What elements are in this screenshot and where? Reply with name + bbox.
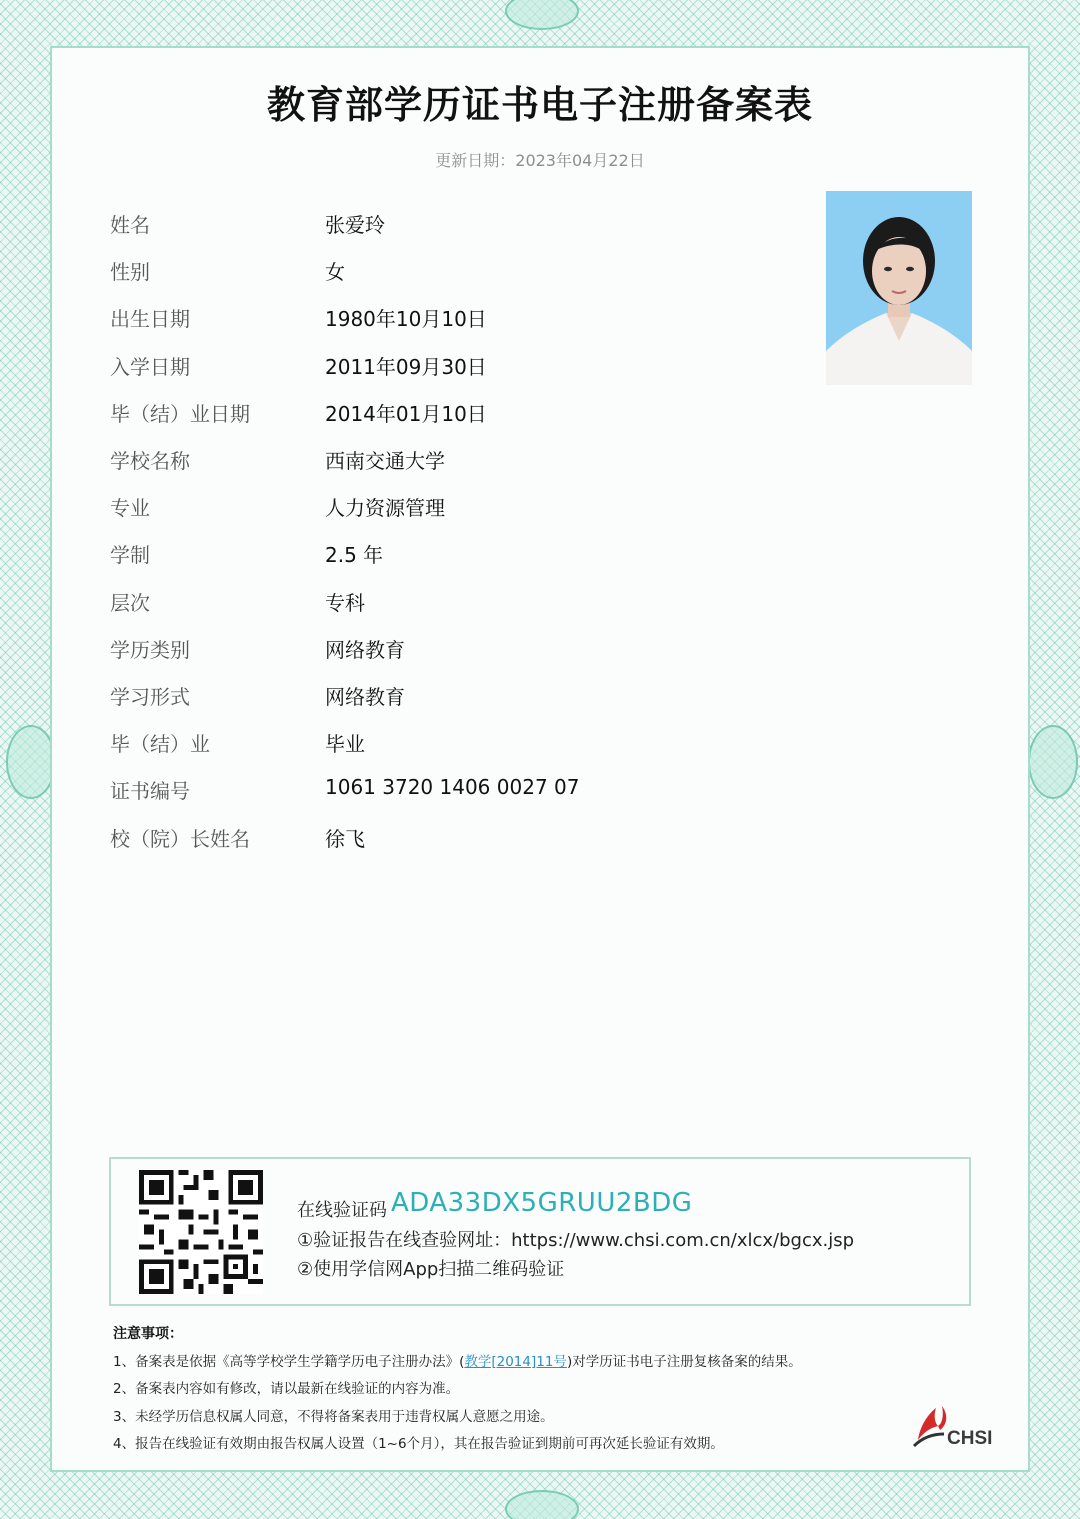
field-value-study-mode: 网络教育 (325, 685, 405, 709)
field-label-birth-date: 出生日期 (110, 307, 190, 331)
document-title: 教育部学历证书电子注册备案表 (266, 83, 813, 127)
field-label-level: 层次 (110, 591, 150, 615)
field-value-duration: 2.5 年 (325, 543, 384, 567)
field-label-president: 校（院）长姓名 (110, 827, 250, 851)
field-value-major: 人力资源管理 (325, 496, 445, 520)
field-label-completion: 毕（结）业 (110, 732, 210, 756)
verification-code: ADA33DX5GRUU2BDG (391, 1188, 693, 1218)
field-label-certificate-no: 证书编号 (110, 779, 190, 803)
field-label-graduation-date: 毕（结）业日期 (110, 402, 250, 426)
border-ornament-top (505, 0, 579, 30)
field-label-study-mode: 学习形式 (110, 685, 190, 709)
note-item-2: 2、备案表内容如有修改，请以最新在线验证的内容为准。 (113, 1381, 460, 1397)
field-value-completion: 毕业 (325, 732, 365, 756)
field-label-major: 专业 (110, 496, 150, 520)
field-label-school: 学校名称 (110, 449, 190, 473)
field-label-enroll-date: 入学日期 (110, 355, 190, 379)
verification-app-line: ②使用学信网App扫描二维码验证 (297, 1259, 565, 1280)
note-item-4: 4、报告在线验证有效期由报告权属人设置（1~6个月），其在报告验证到期前可再次延长验证有效期。 (113, 1436, 724, 1452)
field-label-education-type: 学历类别 (110, 638, 190, 662)
border-ornament-right (1028, 725, 1078, 799)
field-value-level: 专科 (325, 591, 365, 615)
note-item-1-suffix: )对学历证书电子注册复核备案的结果。 (566, 1354, 802, 1370)
border-ornament-bottom (505, 1490, 579, 1519)
field-value-graduation-date: 2014年01月10日 (325, 402, 487, 426)
verification-code-label: 在线验证码 (297, 1200, 387, 1221)
field-value-education-type: 网络教育 (325, 638, 405, 662)
border-ornament-left (6, 725, 56, 799)
note-item-1 (113, 1350, 802, 1370)
chsi-logo-text: CHSI (947, 1428, 993, 1449)
field-label-gender: 性别 (110, 260, 150, 284)
note-item-1-prefix: 1、备案表是依据《高等学校学生学籍学历电子注册办法》( (113, 1354, 465, 1370)
note-item-3: 3、未经学历信息权属人同意，不得将备案表用于违背权属人意愿之用途。 (113, 1409, 554, 1425)
field-value-birth-date: 1980年10月10日 (325, 307, 487, 331)
field-value-school: 西南交通大学 (325, 449, 445, 473)
portrait-photo (826, 191, 972, 385)
field-label-duration: 学制 (110, 543, 150, 567)
field-value-certificate-no: 1061 3720 1406 0027 07 (325, 775, 580, 799)
field-label-name: 姓名 (110, 213, 150, 237)
field-value-president: 徐飞 (325, 827, 365, 851)
field-value-name: 张爱玲 (325, 213, 385, 237)
verification-url-line: ①验证报告在线查验网址：https://www.chsi.com.cn/xlcx/bgcx.jsp (297, 1230, 855, 1251)
qr-code-icon[interactable] (138, 1170, 264, 1294)
update-date: 更新日期：2023年04月22日 (435, 151, 645, 170)
regulation-link[interactable]: 教学[2014]11号 (464, 1354, 567, 1370)
notes-title: 注意事项： (113, 1326, 183, 1342)
field-value-gender: 女 (325, 260, 345, 284)
field-value-enroll-date: 2011年09月30日 (325, 355, 487, 379)
